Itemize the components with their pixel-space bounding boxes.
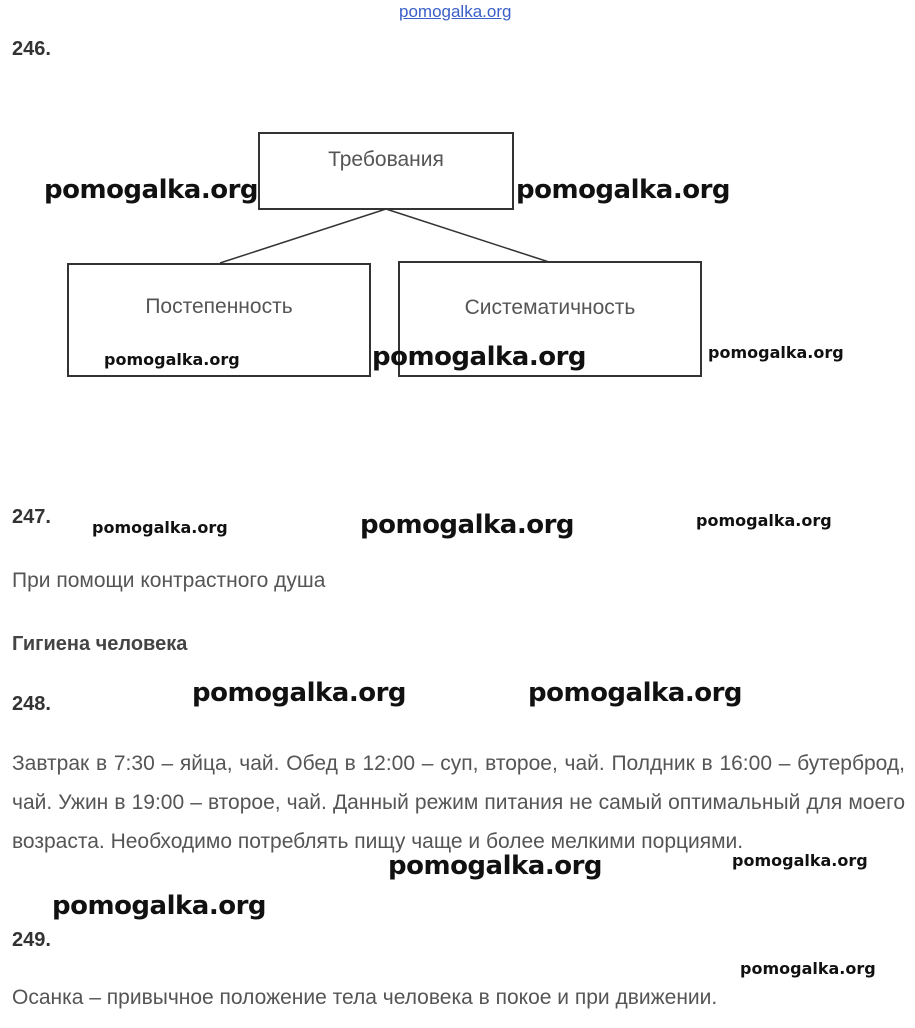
top-watermark-link[interactable]: pomogalka.org [399,2,512,21]
task-246-number: 246. [12,38,51,60]
task-247-number: 247. [12,506,51,528]
connector-line-left [220,209,386,263]
task-248-number: 248. [12,693,51,715]
watermark-text: pomogalka.org [696,511,832,530]
section-title: Гигиена человека [12,633,188,655]
watermark-text: pomogalka.org [708,343,844,362]
watermark-text: pomogalka.org [516,175,731,205]
task-249-answer: Осанка – привычное положение тела человека в покое и при движении. [12,986,718,1009]
watermark-text: pomogalka.org [52,891,267,921]
watermark-text: pomogalka.org [528,678,743,708]
watermark-text: pomogalka.org [104,350,240,369]
watermark-text: pomogalka.org [92,518,228,537]
watermark-text: pomogalka.org [388,851,603,881]
diagram-root-box [258,132,514,210]
watermark-text: pomogalka.org [732,851,868,870]
diagram-child-label-1: Постепенность [145,295,293,318]
watermark-text: pomogalka.org [360,510,575,540]
diagram-root-label: Требования [328,148,444,171]
watermark-text: pomogalka.org [192,678,407,708]
watermark-text: pomogalka.org [44,175,259,205]
watermark-text: pomogalka.org [740,959,876,978]
diagram-child-label-2: Систематичность [464,296,636,319]
task-247-answer: При помощи контрастного душа [12,569,326,592]
connector-line-right [386,209,549,262]
task-248-answer: Завтрак в 7:30 – яйца, чай. Обед в 12:00 – суп, второе, чай. Полдник в 16:00 – бутерброд, чай. Ужин в 19:00 – второе, чай. Данный режим питания не самый оптимальный для моего возраста. Необходимо потреблять пищу чаще и более мелкими порциями. [12,752,905,853]
task-249-number: 249. [12,929,51,951]
watermark-text: pomogalka.org [372,342,587,372]
